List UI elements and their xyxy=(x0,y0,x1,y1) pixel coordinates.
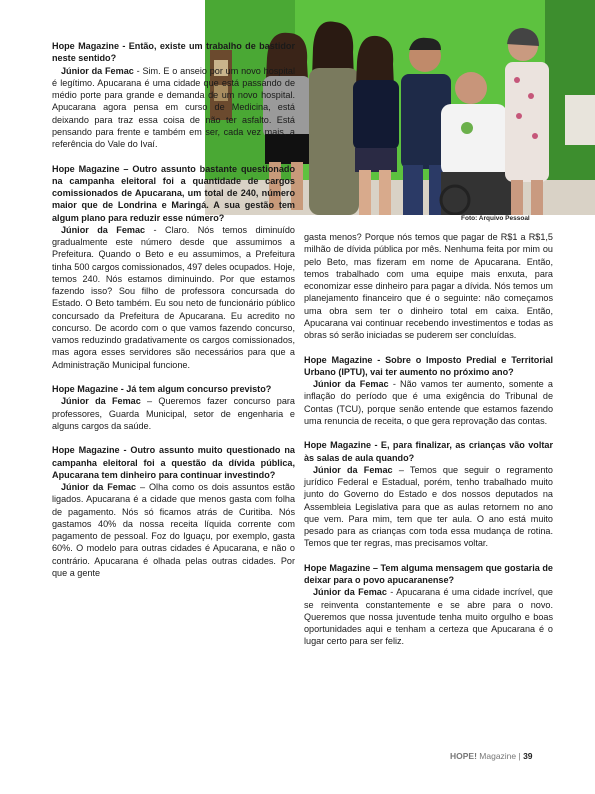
question-text: Hope Magazine - E, para finalizar, as crianças vão voltar às salas de aula quando? xyxy=(304,440,553,463)
interview-answer xyxy=(304,378,553,427)
interview-answer xyxy=(304,464,553,550)
text-column-left xyxy=(52,40,295,579)
indent xyxy=(304,465,313,475)
question-text: Hope Magazine - Já tem algum concurso previsto? xyxy=(52,384,272,394)
footer-brand: HOPE! xyxy=(450,751,477,761)
answer-text: – Queremos fazer concurso para professores, Guarda Municipal, setor de engenharia e alguns cargos da saúde. xyxy=(52,396,295,431)
indent xyxy=(304,379,313,389)
interview-answer xyxy=(52,395,295,432)
photo-credit: Foto: Arquivo Pessoal xyxy=(461,215,530,222)
answer-text: - Sim. E o anseio por um novo hospital é legítimo. Apucarana é uma cidade que está passando de médio porte para grande e demanda de um novo hospital. Apucarana agora pensa em curso de Medicina, está deixando para traz essa coisa de não ter asfalto. Está pensando para frente e também em ser, cada vez mais, a referência do Vale do Ivaí. xyxy=(52,65,295,149)
interview-question xyxy=(304,439,553,464)
answer-text: - Apucarana é uma cidade incrível, que se reinventa constantemente e se abre para o novo. Queremos que nossa juventude tenha muito orgulho e boas oportunidades aqui e tenham a certeza que Apucarana é o lugar certo para ser feliz. xyxy=(304,587,553,647)
question-text: Hope Magazine - Então, existe um trabalho de bastidor neste sentido? xyxy=(52,41,295,64)
interview-answer xyxy=(52,65,295,151)
speaker-name: Júnior da Femac xyxy=(61,224,146,235)
speaker-name: Júnior da Femac xyxy=(313,379,389,389)
speaker-name: Júnior da Femac xyxy=(61,65,134,76)
interview-answer xyxy=(52,224,295,371)
interview-answer xyxy=(52,481,295,579)
interview-answer xyxy=(304,586,553,647)
answer-text: - Não vamos ter aumento, somente a inflação do período que é uma exigência do Tribunal de Contas (TCU), porque senão entende que estamos fazendo uma renuncia de receita, o que gera reprovação das contas. xyxy=(304,379,553,426)
answer-text: - Claro. Nós temos diminuído gradualmente este número desde que assumimos a Prefeitura. Quando o Beto e eu assumimos, a Prefeitura tinha 500 cargos comissionados, 497 deles ocupados. Hoje, temos 240. Nós estamos diminuindo. Por que estamos fazendo isso? Sou filho de professora concursada do Estado. O Beto também. Eu sou neto de funcionário público concursado da Prefeitura de Apucarana. Eu acredito no concurso. De acordo com o que vamos fazendo concurso, vamos reduzindo gradativamente os cargos comissionados, mas agora esses servidores são necessários para que a Administração Municipal funcione. xyxy=(52,224,295,370)
interview-question xyxy=(52,444,295,481)
indent xyxy=(52,66,61,76)
speaker-name: Júnior da Femac xyxy=(61,396,141,407)
speaker-name: Júnior da Femac xyxy=(313,464,393,475)
indent xyxy=(52,482,61,492)
question-text: Hope Magazine – Outro assunto bastante questionado na campanha eleitoral foi a quantidade de cargos comissionados de Apucarana, um total de 240, número maior que de Londrina e Maringá. A sua gestão tem algum plano para reduzir esse número? xyxy=(52,163,295,223)
indent xyxy=(52,396,61,406)
indent xyxy=(304,587,313,597)
interview-question xyxy=(52,383,295,395)
text-column-right xyxy=(304,231,553,648)
answer-text: gasta menos? Porque nós temos que pagar de R$1 a R$1,5 milhão de dívida pública por mês. Nenhuma feita por mim ou pelo Beto, mas fizeram em nome de Apucarana. Então, temos trabalhado com uma equipe mais enxuta, para economizar esse dinheiro para pagar a dívida. Nós temos um planejamento financeiro que é o seguinte: não começamos uma obra sem ter o dinheiro total em caixa. Então, Apucarana vai continuar recebendo investimentos e todas as obras só serão iniciadas se puderem ser concluídas. xyxy=(304,232,553,340)
speaker-name: Júnior da Femac xyxy=(313,587,387,598)
question-text: Hope Magazine - Sobre o Imposto Predial e Territorial Urbano (IPTU), vai ter aumento no próximo ano? xyxy=(304,354,553,377)
question-text: Hope Magazine - Outro assunto muito questionado na campanha eleitoral foi a questão da dívida pública, Apucarana tem dinheiro para continuar investindo? xyxy=(52,445,295,480)
interview-answer xyxy=(304,231,553,341)
interview-question xyxy=(304,354,553,379)
footer-magazine: Magazine xyxy=(476,751,517,761)
page-number: 39 xyxy=(523,751,533,761)
interview-question xyxy=(304,562,553,587)
indent xyxy=(52,225,61,235)
answer-text: – Olha como os dois assuntos estão ligados. Apucarana é a cidade que menos gasta com folha de pagamento. Nós só ficamos atrás de Curitiba. Nós gastamos 40% da nossa receita líquida corrente com pagamento de pessoal. Foz do Iguaçu, por exemplo, gasta 60%. O modelo para outras cidades é Apucarana, e não o contrário. Apucarana é olhada pelas outras cidades. Por que a gente xyxy=(52,482,295,578)
speaker-name: Júnior da Femac xyxy=(61,482,137,492)
question-text: Hope Magazine – Tem alguma mensagem que gostaria de deixar para o povo apucaranense? xyxy=(304,562,553,585)
footer-separator: | xyxy=(516,751,524,761)
interview-question xyxy=(52,163,295,224)
answer-text: – Temos que seguir o regramento jurídico Federal e Estadual, porém, tenho trabalhado muito junto do Governo do Estado e dos nossos deputados na Assembleia Legislativa para que as aulas retornem no ano que vem. Para mim, tem que ter aula. O ano está muito pesado para as crianças com toda essa mudança de rotina. Temos que ter regras, mas precisamos voltar. xyxy=(304,464,553,549)
page-footer xyxy=(450,751,533,761)
interview-question xyxy=(52,40,295,65)
